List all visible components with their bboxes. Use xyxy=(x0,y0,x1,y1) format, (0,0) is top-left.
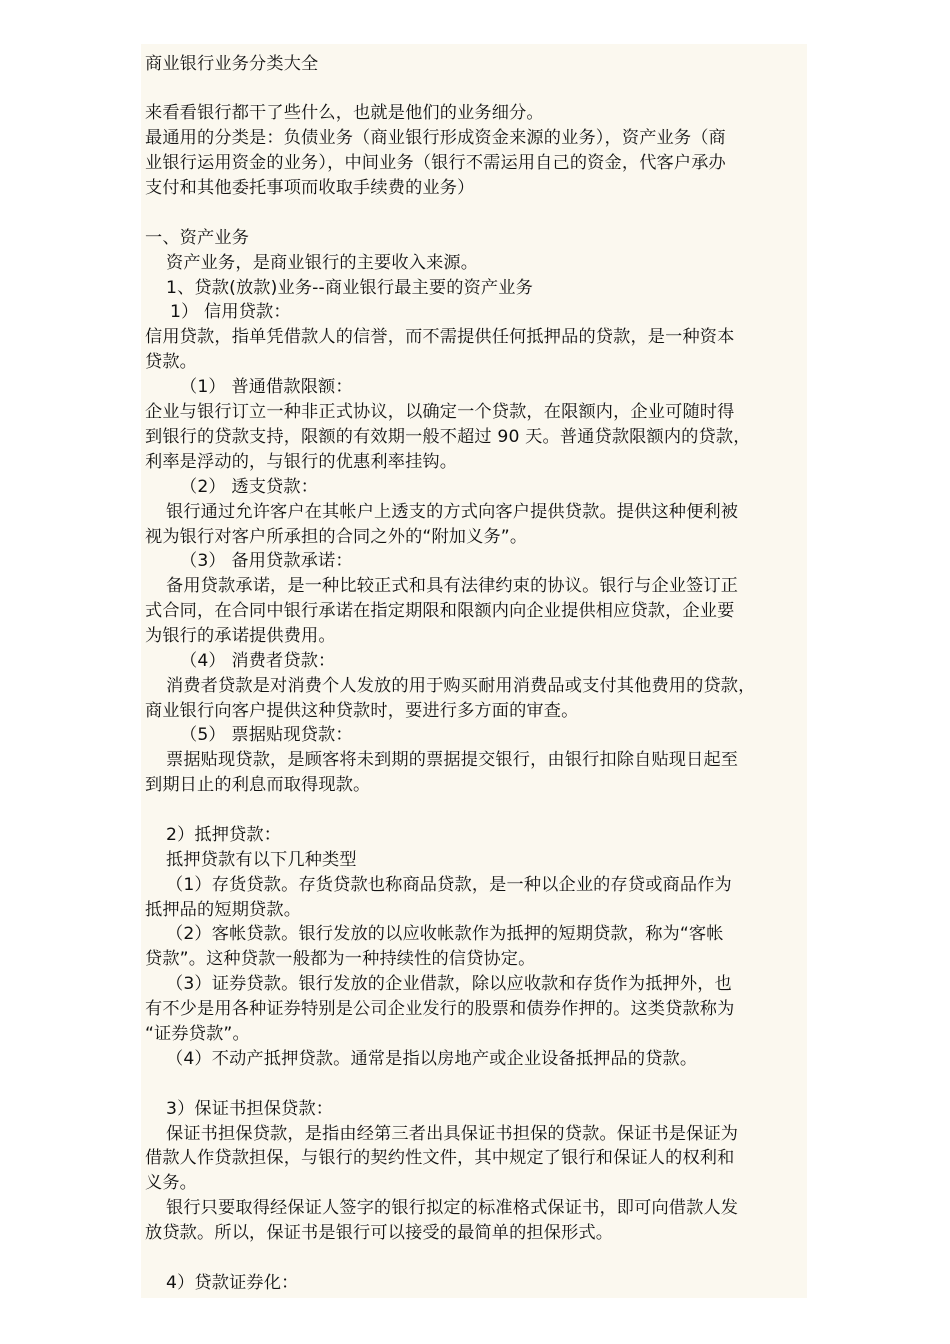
item-heading: （4） 消费者贷款： xyxy=(180,651,336,671)
text-line: 到银行的贷款支持，限额的有效期一般不超过 90 天。普通贷款限额内的贷款， xyxy=(145,427,751,447)
text-line: 信用贷款，指单凭借款人的信誉，而不需提供任何抵押品的贷款，是一种资本 xyxy=(145,327,735,347)
text-line: 银行通过允许客户在其帐户上透支的方式向客户提供贷款。提供这种便利被 xyxy=(166,502,739,522)
text-line: 贷款”。这种贷款一般都为一种持续性的信贷协定。 xyxy=(145,949,536,969)
item-heading: （5） 票据贴现贷款： xyxy=(180,725,353,745)
text-line: 来看看银行都干了些什么，也就是他们的业务细分。 xyxy=(145,103,544,123)
text-line: 备用贷款承诺，是一种比较正式和具有法律约束的协议。银行与企业签订正 xyxy=(166,576,739,596)
text-line: （4）不动产抵押贷款。通常是指以房地产或企业设备抵押品的贷款。 xyxy=(166,1049,698,1069)
text-line: （3）证券贷款。银行发放的企业借款，除以应收款和存货作为抵押外，也 xyxy=(166,974,732,994)
section-heading: 一、资产业务 xyxy=(145,228,250,248)
text-line: “证券贷款”。 xyxy=(145,1024,250,1044)
item-heading: （3） 备用贷款承诺： xyxy=(180,551,353,571)
text-line: 式合同，在合同中银行承诺在指定期限和限额内向企业提供相应贷款，企业要 xyxy=(145,601,735,621)
text-line: 抵押品的短期贷款。 xyxy=(145,900,302,920)
text-line: 票据贴现贷款，是顾客将未到期的票据提交银行，由银行扣除自贴现日起至 xyxy=(166,750,739,770)
text-line: 商业银行向客户提供这种贷款时，要进行多方面的审查。 xyxy=(145,701,579,721)
item-heading: 4）贷款证券化： xyxy=(166,1273,299,1293)
text-line: 支付和其他委托事项而收取手续费的业务） xyxy=(145,178,475,198)
text-line: 放贷款。所以，保证书是银行可以接受的最简单的担保形式。 xyxy=(145,1223,614,1243)
text-line: 贷款。 xyxy=(145,352,198,372)
text-line: （2）客帐贷款。银行发放的以应收帐款作为抵押的短期贷款，称为“客帐 xyxy=(166,924,724,944)
text-line: 视为银行对客户所承担的合同之外的“附加义务”。 xyxy=(145,527,528,547)
text-line: 最通用的分类是：负债业务（商业银行形成资金来源的业务），资产业务（商 xyxy=(145,128,726,148)
item-heading: 1） 信用贷款： xyxy=(170,302,291,322)
item-heading: （2） 透支贷款： xyxy=(180,477,319,497)
text-line: 义务。 xyxy=(145,1173,198,1193)
document-title: 商业银行业务分类大全 xyxy=(145,54,319,74)
text-line: 利率是浮动的，与银行的优惠利率挂钩。 xyxy=(145,452,458,472)
item-heading: 2）抵押贷款： xyxy=(166,825,282,845)
text-line: 到期日止的利息而取得现款。 xyxy=(145,775,371,795)
text-line: 业银行运用资金的业务），中间业务（银行不需运用自己的资金，代客户承办 xyxy=(145,153,726,173)
text-line: 银行只要取得经保证人签字的银行拟定的标准格式保证书，即可向借款人发 xyxy=(166,1198,739,1218)
text-line: 为银行的承诺提供费用。 xyxy=(145,626,336,646)
text-line: 企业与银行订立一种非正式协议，以确定一个贷款，在限额内，企业可随时得 xyxy=(145,402,735,422)
text-line: （1）存货贷款。存货贷款也称商品贷款，是一种以企业的存贷或商品作为 xyxy=(166,875,732,895)
item-heading: （1） 普通借款限额： xyxy=(180,377,353,397)
text-line: 有不少是用各种证券特别是公司企业发行的股票和债券作押的。这类贷款称为 xyxy=(145,999,735,1019)
text-line: 消费者贷款是对消费个人发放的用于购买耐用消费品或支付其他费用的贷款， xyxy=(166,676,756,696)
text-line: 保证书担保贷款，是指由经第三者出具保证书担保的贷款。保证书是保证为 xyxy=(166,1124,739,1144)
item-heading: 3）保证书担保贷款： xyxy=(166,1099,334,1119)
subsection-heading: 1、贷款(放款)业务--商业银行最主要的资产业务 xyxy=(166,278,533,298)
text-line: 资产业务，是商业银行的主要收入来源。 xyxy=(166,253,479,273)
text-line: 借款人作贷款担保，与银行的契约性文件，其中规定了银行和保证人的权利和 xyxy=(145,1148,735,1168)
text-line: 抵押贷款有以下几种类型 xyxy=(166,850,357,870)
